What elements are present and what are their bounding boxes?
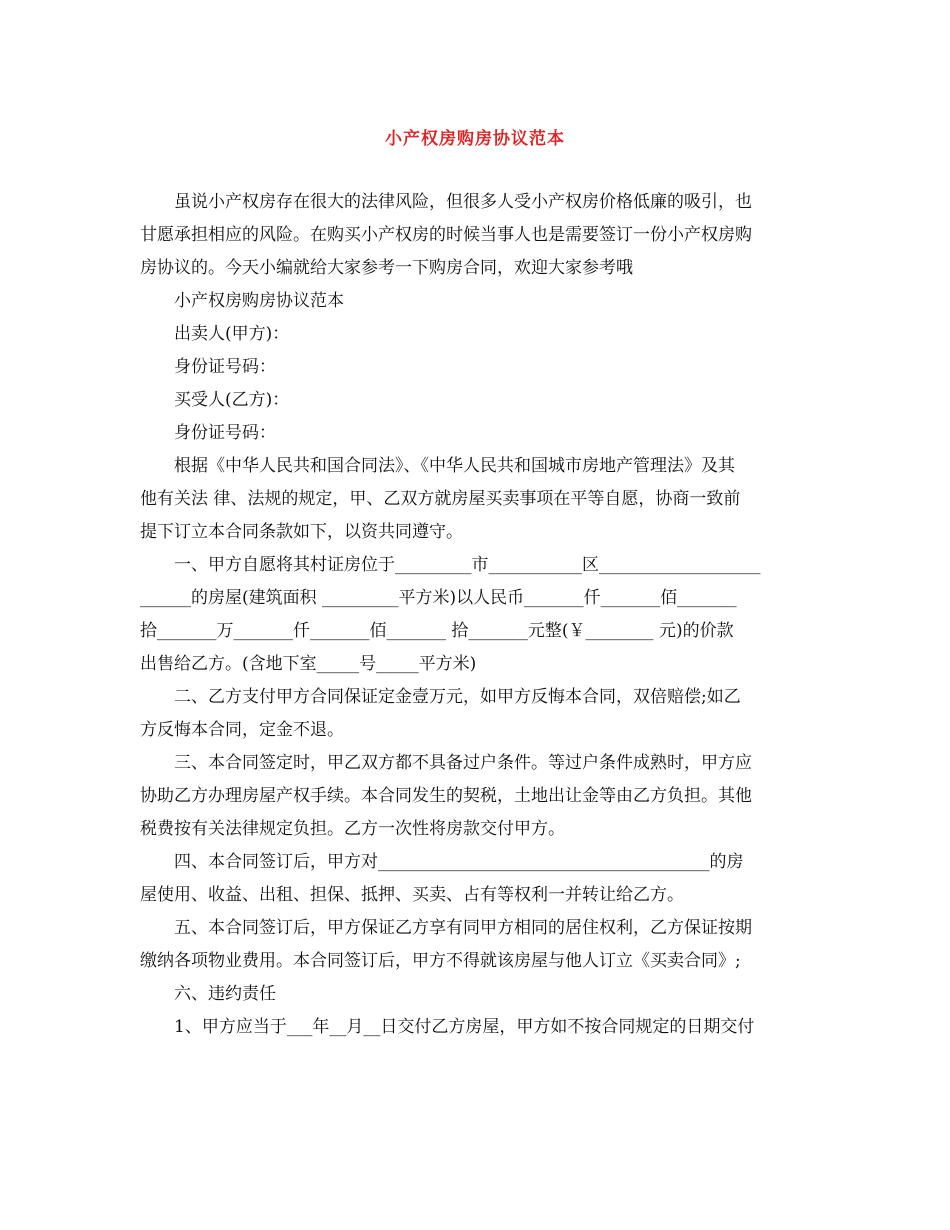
paragraph — [140, 186, 812, 285]
text-line: 一、甲方自愿将其村证房位于_________市___________区___________________ — [174, 555, 761, 575]
text-line: ______的房屋(建筑面积 _________平方米)以人民币_______仟_______佰_______ — [140, 588, 737, 608]
text-line: 缴纳各项物业费用。本合同签订后，甲方不得就该房屋与他人订立《买卖合同》; — [140, 951, 741, 971]
text-line: 二、乙方支付甲方合同保证定金壹万元，如甲方反悔本合同，双倍赔偿;如乙 — [174, 687, 741, 707]
text-line: 出卖人(甲方)： — [174, 324, 290, 344]
text-line: 出售给乙方。(含地下室_____号_____平方米) — [140, 654, 477, 674]
paragraph — [140, 912, 812, 978]
text-line: 根据《中华人民共和国合同法》、《中华人民共和国城市房地产管理法》及其 — [174, 456, 735, 476]
document-title: 小产权房购房协议范本 — [385, 129, 565, 149]
paragraph — [140, 285, 812, 318]
paragraph — [140, 978, 812, 1011]
paragraph — [140, 549, 812, 681]
paragraph — [140, 450, 812, 549]
text-line: 小产权房购房协议范本 — [174, 291, 344, 311]
paragraph — [140, 384, 812, 417]
text-line: 甘愿承担相应的风险。在购买小产权房的时候当事人也是需要签订一份小产权房购 — [140, 225, 752, 245]
text-line: 虽说小产权房存在很大的法律风险，但很多人受小产权房价格低廉的吸引，也 — [174, 192, 752, 212]
text-line: 拾_______万_______仟_______佰_______ 拾_______元整(￥________ 元)的价款 — [140, 621, 734, 641]
text-line: 房协议的。今天小编就给大家参考一下购房合同，欢迎大家参考哦 — [140, 258, 633, 278]
text-line: 五、本合同签订后，甲方保证乙方享有同甲方相同的居住权利，乙方保证按期 — [174, 918, 752, 938]
paragraph — [140, 846, 812, 912]
text-line: 四、本合同签订后，甲方对_______________________________________的房 — [174, 852, 744, 872]
paragraph — [140, 417, 812, 450]
text-line: 三、本合同签定时，甲乙双方都不具备过户条件。等过户条件成熟时，甲方应 — [174, 753, 752, 773]
text-line: 六、违约责任 — [174, 984, 276, 1004]
text-line: 方反悔本合同，定金不退。 — [140, 720, 344, 740]
text-line: 提下订立本合同条款如下，以资共同遵守。 — [140, 522, 463, 542]
paragraph — [140, 318, 812, 351]
text-line: 他有关法 律、法规的规定，甲、乙双方就房屋买卖事项在平等自愿，协商一致前 — [140, 489, 741, 509]
text-line: 身份证号码： — [174, 423, 276, 443]
text-line: 协助乙方办理房屋产权手续。本合同发生的契税，土地出让金等由乙方负担。其他 — [140, 786, 752, 806]
document-body — [140, 186, 812, 1044]
paragraph — [140, 351, 812, 384]
text-line: 税费按有关法律规定负担。乙方一次性将房款交付甲方。 — [140, 819, 565, 839]
text-line: 屋使用、收益、出租、担保、抵押、买卖、占有等权利一并转让给乙方。 — [140, 885, 684, 905]
text-line: 1、甲方应当于___年__月__日交付乙方房屋，甲方如不按合同规定的日期交付 — [174, 1017, 755, 1037]
text-line: 买受人(乙方)： — [174, 390, 290, 410]
paragraph — [140, 1011, 812, 1044]
paragraph — [140, 681, 812, 747]
paragraph — [140, 747, 812, 846]
text-line: 身份证号码： — [174, 357, 276, 377]
